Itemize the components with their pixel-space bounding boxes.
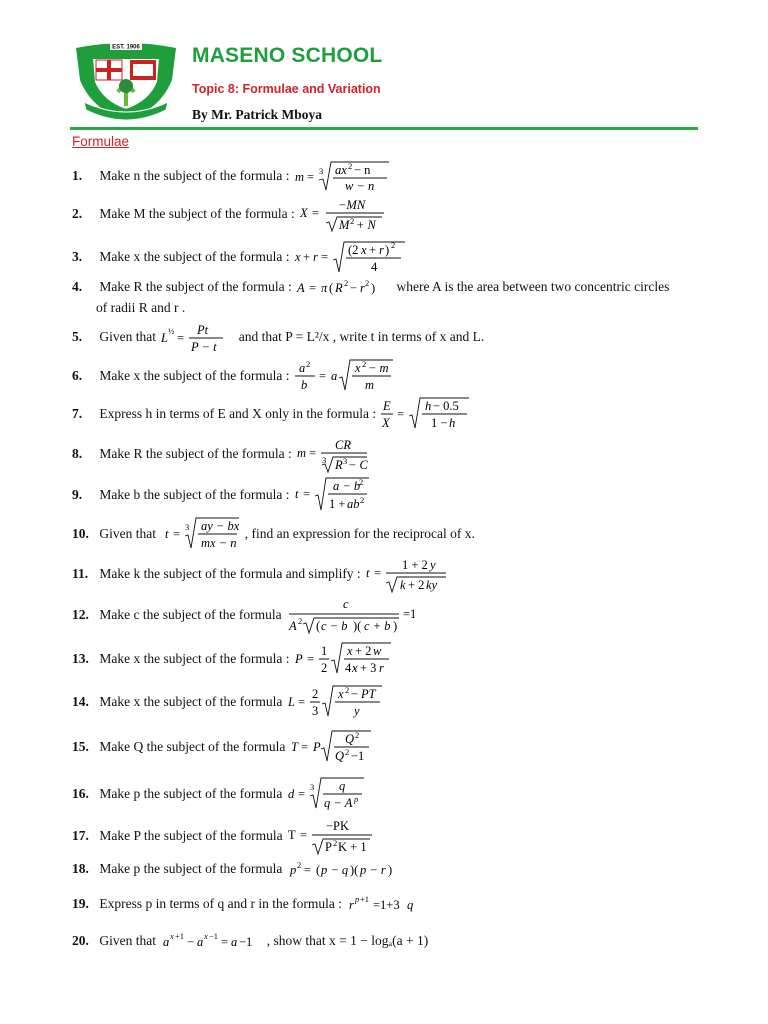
formula-15 <box>289 729 375 767</box>
formula-4 <box>295 278 393 298</box>
question-9 <box>72 476 700 516</box>
svg-text:T: T <box>290 740 298 754</box>
svg-text:=: = <box>299 828 308 842</box>
svg-text:=: = <box>312 206 320 220</box>
svg-text:2: 2 <box>296 860 301 870</box>
formula-20 <box>159 932 263 952</box>
question-number: 15. <box>72 739 89 755</box>
svg-text:t: t <box>366 566 370 580</box>
svg-text:=: = <box>306 652 314 666</box>
svg-text:−1: −1 <box>350 749 365 763</box>
svg-text:m: m <box>297 446 307 460</box>
question-number: 3. <box>72 249 83 265</box>
svg-text:3: 3 <box>311 704 318 718</box>
svg-text:X: X <box>382 416 391 430</box>
svg-text:p − q: p − q <box>320 863 348 877</box>
question-number: 9. <box>72 487 83 503</box>
school-crest-logo <box>70 40 182 122</box>
question-text: Make M the subject of the formula : <box>99 206 295 222</box>
svg-text:− m: − m <box>367 361 389 375</box>
question-text: Given that <box>99 329 156 345</box>
svg-text:2: 2 <box>358 477 364 487</box>
question-text: Make Q the subject of the formula <box>99 739 286 755</box>
svg-text:b: b <box>300 378 308 392</box>
svg-text:T: T <box>287 828 296 842</box>
question-text: Make P the subject of the formula <box>99 828 283 844</box>
svg-text:+ N: + N <box>356 218 376 232</box>
formula-19 <box>345 895 425 915</box>
school-name: MASENO SCHOOL <box>192 44 383 67</box>
question-text-after: where A is the area between two concentric circles <box>396 279 670 295</box>
svg-text:x: x <box>337 687 344 701</box>
svg-text:L: L <box>287 695 295 709</box>
svg-text:=: = <box>173 527 181 541</box>
question-4-continuation: of radii R and r . <box>96 300 186 315</box>
svg-text:2: 2 <box>344 685 349 695</box>
svg-text:−: − <box>187 935 195 949</box>
svg-text:P − t: P − t <box>191 340 217 354</box>
question-number: 6. <box>72 368 83 384</box>
svg-text:P: P <box>312 740 321 754</box>
question-number: 18. <box>72 861 89 877</box>
svg-text:): ) <box>371 281 376 295</box>
svg-text:2: 2 <box>390 240 396 250</box>
svg-text:+1: +1 <box>175 932 185 941</box>
svg-text:ky: ky <box>426 578 438 592</box>
svg-text:=: = <box>302 487 310 501</box>
question-text: Make R the subject of the formula : <box>99 279 292 295</box>
svg-text:=: = <box>309 281 317 295</box>
svg-text:−: − <box>350 281 358 295</box>
svg-text:x: x <box>204 932 209 941</box>
question-5 <box>72 320 700 356</box>
svg-text:Q: Q <box>334 749 344 763</box>
question-text: Given that <box>99 933 156 949</box>
svg-text:r: r <box>312 250 318 264</box>
svg-text:4: 4 <box>344 661 352 675</box>
svg-text:t: t <box>165 527 169 541</box>
svg-text:+ 2: + 2 <box>354 644 372 658</box>
svg-text:1 + 2: 1 + 2 <box>402 558 428 572</box>
question-text-after: , find an expression for the reciprocal of x. <box>244 526 475 542</box>
formula-7 <box>379 396 475 434</box>
question-number: 2. <box>72 206 83 222</box>
svg-text:2: 2 <box>359 495 365 505</box>
question-text: Make k the subject of the formula and simplify : <box>99 566 361 582</box>
svg-text:=: = <box>397 407 405 421</box>
svg-text:=: = <box>177 331 185 345</box>
svg-text:q − A: q − A <box>323 796 353 810</box>
svg-text:2: 2 <box>344 278 349 288</box>
question-text: Make b the subject of the formula : <box>99 487 290 503</box>
svg-text:ay − bx: ay − bx <box>201 519 240 533</box>
svg-text:p: p <box>289 863 296 877</box>
svg-text:½: ½ <box>168 326 175 336</box>
svg-text:2: 2 <box>350 216 355 226</box>
svg-text:a: a <box>197 935 204 949</box>
svg-text:=1+3: =1+3 <box>373 898 400 912</box>
question-number: 10. <box>72 526 89 542</box>
section-title: Formulae <box>72 134 130 149</box>
svg-text:R: R <box>335 281 343 295</box>
question-8 <box>72 435 700 475</box>
svg-text:3: 3 <box>185 522 190 532</box>
svg-text:3: 3 <box>318 166 324 176</box>
question-text: Make p the subject of the formula <box>99 786 283 802</box>
author-line: By Mr. Patrick Mboya <box>192 107 322 122</box>
formula-1 <box>293 160 393 194</box>
question-18 <box>72 860 700 880</box>
question-text: Make x the subject of the formula <box>99 694 283 710</box>
svg-text:q: q <box>338 779 345 793</box>
svg-text:d: d <box>287 787 294 801</box>
svg-text:2: 2 <box>311 687 318 701</box>
svg-text:ab: ab <box>346 497 360 511</box>
svg-text:=: = <box>320 250 328 264</box>
svg-text:): ) <box>384 243 389 257</box>
svg-text:−: − <box>350 687 358 701</box>
svg-text:x: x <box>294 250 301 264</box>
svg-text:2: 2 <box>332 838 338 848</box>
svg-text:=: = <box>297 695 305 709</box>
svg-text:x: x <box>346 644 353 658</box>
svg-text:3: 3 <box>322 455 327 465</box>
svg-text:+1: +1 <box>360 895 370 904</box>
question-text: Make n the subject of the formula : <box>99 168 290 184</box>
question-number: 13. <box>72 651 89 667</box>
formula-13 <box>293 641 393 679</box>
svg-text:)(: )( <box>352 619 362 633</box>
svg-text:K + 1: K + 1 <box>337 840 367 854</box>
question-text: Make x the subject of the formula : <box>99 368 290 384</box>
svg-text:x: x <box>351 661 358 675</box>
svg-text:): ) <box>392 619 398 633</box>
question-number: 5. <box>72 329 83 345</box>
formula-14 <box>286 684 386 722</box>
question-number: 4. <box>72 279 83 295</box>
svg-text:− C: − C <box>348 458 368 472</box>
svg-text:−MN: −MN <box>338 198 366 212</box>
question-number: 7. <box>72 406 83 422</box>
header-divider <box>70 127 698 130</box>
formula-12 <box>285 596 415 636</box>
question-2 <box>72 195 700 235</box>
question-1 <box>72 160 700 194</box>
svg-text:(: ( <box>329 281 334 295</box>
svg-text:a: a <box>330 369 338 383</box>
svg-text:CR: CR <box>335 438 352 452</box>
question-12 <box>72 596 700 636</box>
svg-text:r: r <box>378 661 384 675</box>
svg-text:r: r <box>349 898 355 912</box>
svg-text:=: = <box>318 369 326 383</box>
svg-text:=1: =1 <box>402 607 415 621</box>
question-13 <box>72 641 700 679</box>
question-7 <box>72 396 700 434</box>
svg-text:mx − n: mx − n <box>201 536 237 550</box>
question-text: Make p the subject of the formula <box>99 861 283 877</box>
question-number: 20. <box>72 933 89 949</box>
svg-text:3: 3 <box>309 782 314 792</box>
svg-text:=: = <box>309 446 317 460</box>
svg-text:x: x <box>354 361 361 375</box>
question-number: 17. <box>72 828 89 844</box>
svg-text:=: = <box>303 863 311 877</box>
question-number: 8. <box>72 446 83 462</box>
formula-5 <box>159 320 235 356</box>
formula-3 <box>293 240 413 276</box>
svg-text:ax: ax <box>334 163 347 177</box>
svg-text:x: x <box>170 932 175 941</box>
svg-text:E: E <box>383 399 392 413</box>
svg-text:P: P <box>324 840 332 854</box>
svg-text:): ) <box>387 863 392 877</box>
svg-text:π: π <box>321 281 328 295</box>
question-number: 1. <box>72 168 83 184</box>
question-number: 12. <box>72 607 89 623</box>
svg-text:(: ( <box>315 863 320 877</box>
svg-text:2: 2 <box>361 359 367 369</box>
question-11 <box>72 555 700 595</box>
question-20 <box>72 932 700 952</box>
question-text-after: , show that x = 1 − logₐ(a + 1) <box>266 933 429 949</box>
svg-text:k: k <box>400 578 406 592</box>
svg-text:4: 4 <box>370 260 378 274</box>
svg-text:PT: PT <box>360 687 376 701</box>
svg-text:(: ( <box>315 619 321 633</box>
svg-text:X: X <box>300 206 308 220</box>
question-text: Make x the subject of the formula : <box>99 651 290 667</box>
svg-text:p: p <box>353 794 358 804</box>
svg-text:Pt: Pt <box>197 323 209 337</box>
svg-text:P: P <box>294 652 303 666</box>
svg-text:Q: Q <box>344 732 354 746</box>
question-17 <box>72 817 700 857</box>
svg-text:L: L <box>161 331 169 345</box>
svg-text:+: + <box>302 250 310 264</box>
question-text: Express p in terms of q and r in the formula : <box>99 896 342 912</box>
svg-text:+ 2: + 2 <box>408 578 425 592</box>
topic-title: Topic 8: Formulae and Variation <box>192 82 381 96</box>
svg-text:M: M <box>339 218 350 232</box>
svg-text:2: 2 <box>365 278 370 288</box>
svg-text:w: w <box>372 644 382 658</box>
question-3 <box>72 240 700 276</box>
svg-text:m: m <box>294 170 304 184</box>
question-number: 16. <box>72 786 89 802</box>
svg-text:p − r: p − r <box>359 863 386 877</box>
formula-18 <box>286 860 412 880</box>
question-text: Given that <box>99 526 156 542</box>
svg-text:2: 2 <box>344 747 349 757</box>
question-4 <box>72 278 700 298</box>
svg-text:1 −: 1 − <box>431 416 448 430</box>
svg-text:=: = <box>374 566 382 580</box>
svg-text:q: q <box>407 898 414 912</box>
svg-text:c: c <box>342 597 349 611</box>
formula-8 <box>295 435 371 475</box>
svg-text:c + b: c + b <box>363 619 391 633</box>
svg-text:y: y <box>430 558 436 572</box>
question-text: Make R the subject of the formula : <box>99 446 292 462</box>
svg-text:r: r <box>360 281 365 295</box>
question-text: Express h in terms of E and X only in the formula : <box>99 406 377 422</box>
question-10 <box>72 516 700 554</box>
svg-text:r: r <box>378 243 384 257</box>
formula-10 <box>159 516 241 554</box>
formula-17 <box>286 817 376 857</box>
svg-text:t: t <box>294 487 299 501</box>
svg-text:+ 3: + 3 <box>359 661 377 675</box>
svg-text:+: + <box>368 243 376 257</box>
svg-text:2: 2 <box>297 616 303 626</box>
svg-text:A: A <box>288 619 297 633</box>
svg-text:−PK: −PK <box>325 819 349 833</box>
question-15 <box>72 729 700 767</box>
question-text: Make c the subject of the formula <box>99 607 282 623</box>
formula-2 <box>298 195 390 235</box>
svg-text:1: 1 <box>320 644 328 658</box>
svg-text:=: = <box>306 170 314 184</box>
formula-16 <box>286 776 370 814</box>
question-number: 11. <box>72 566 89 582</box>
svg-text:=: = <box>221 935 229 949</box>
svg-text:− 0.5: − 0.5 <box>433 399 460 413</box>
svg-text:y: y <box>353 704 360 718</box>
svg-text:− n: − n <box>353 163 371 177</box>
svg-text:R: R <box>335 458 343 472</box>
svg-text:=: = <box>297 787 305 801</box>
question-16 <box>72 776 700 814</box>
svg-text:2: 2 <box>347 161 353 171</box>
svg-text:2: 2 <box>354 730 359 740</box>
question-number: 19. <box>72 896 89 912</box>
svg-text:=: = <box>300 740 308 754</box>
svg-text:a: a <box>298 361 306 375</box>
svg-text:w − n: w − n <box>344 179 375 193</box>
svg-text:1 +: 1 + <box>328 497 346 511</box>
svg-text:A: A <box>297 281 305 295</box>
formula-6 <box>293 358 397 396</box>
question-number: 14. <box>72 694 89 710</box>
question-text-after: and that P = L²/x , write t in terms of x and L. <box>238 329 485 345</box>
svg-text:c − b: c − b <box>320 619 348 633</box>
svg-text:a − b: a − b <box>332 479 361 493</box>
question-19 <box>72 895 700 915</box>
svg-text:(2: (2 <box>347 243 359 257</box>
svg-text:p: p <box>355 895 360 904</box>
svg-text:)(: )( <box>349 863 359 877</box>
svg-text:2: 2 <box>320 661 328 675</box>
question-6 <box>72 358 700 396</box>
svg-text:h: h <box>425 399 432 413</box>
logo-text: EST. 1906 <box>112 44 140 51</box>
svg-text:2: 2 <box>305 359 311 369</box>
svg-text:3: 3 <box>343 456 348 466</box>
formula-11 <box>364 555 448 595</box>
question-text: Make x the subject of the formula : <box>99 249 290 265</box>
svg-text:h: h <box>449 416 456 430</box>
svg-text:m: m <box>364 378 374 392</box>
svg-text:a: a <box>231 935 238 949</box>
formula-9 <box>293 476 373 516</box>
svg-text:−1: −1 <box>209 932 219 941</box>
question-14 <box>72 684 700 722</box>
svg-text:a: a <box>163 935 170 949</box>
svg-text:x: x <box>360 243 367 257</box>
svg-text:−1: −1 <box>239 935 253 949</box>
